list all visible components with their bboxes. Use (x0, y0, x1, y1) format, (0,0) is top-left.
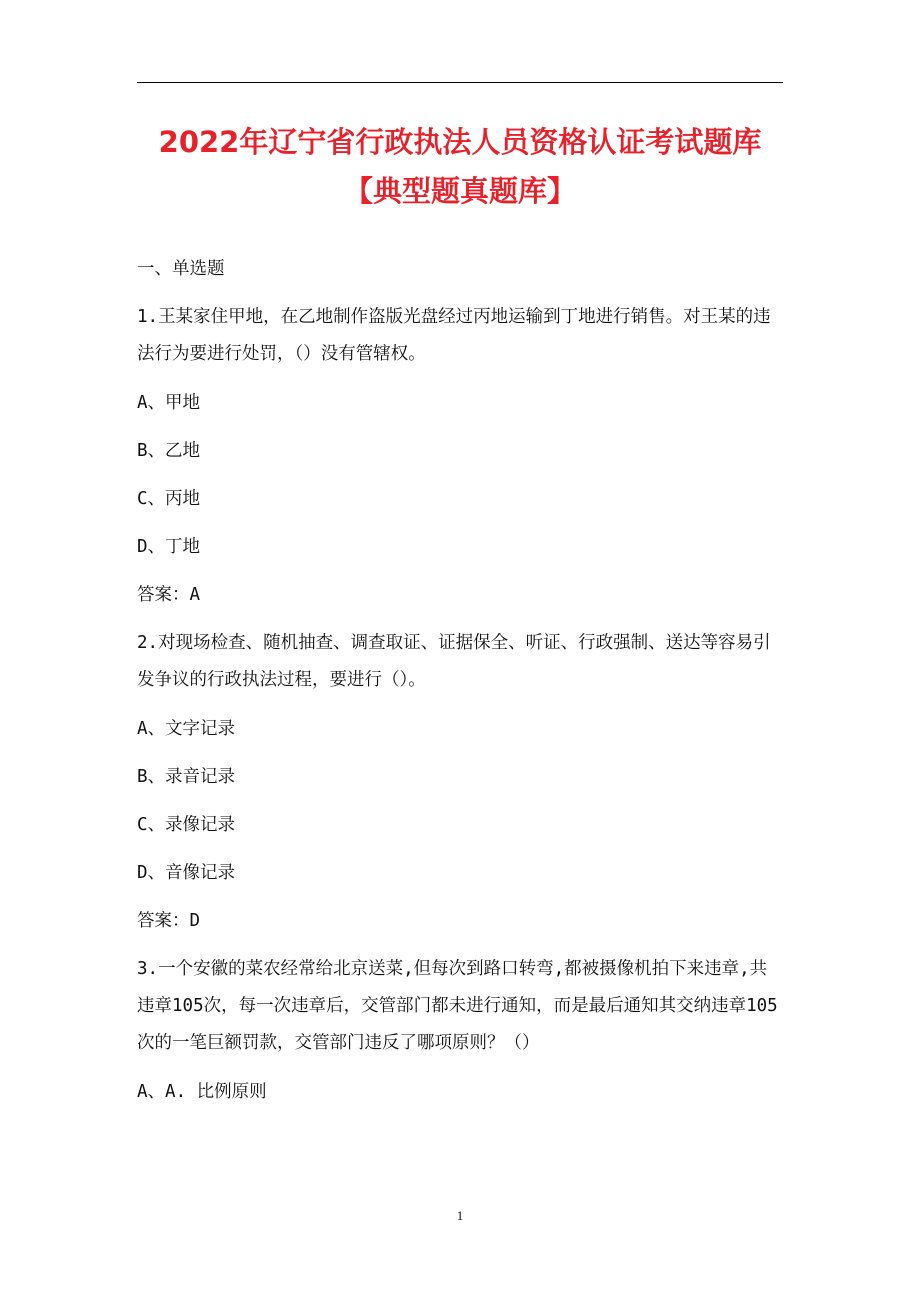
answer: 答案：D (137, 911, 201, 931)
option-d: D、音像记录 (137, 863, 236, 883)
option-c: C、丙地 (137, 489, 201, 509)
option-b: B、录音记录 (137, 767, 236, 787)
question-text: 1.王某家住甲地，在乙地制作盗版光盘经过丙地运输到丁地进行销售。对王某的违法行为要进行处罚，（）没有管辖权。 (137, 307, 771, 364)
answer: 答案：A (137, 585, 201, 605)
header-rule (137, 82, 783, 83)
document-title: 2022年辽宁省行政执法人员资格认证考试题库【典型题真题库】 (158, 125, 762, 208)
document-body (137, 257, 783, 1128)
question-text: 3.一个安徽的菜农经常给北京送菜,但每次到路口转弯,都被摄像机拍下来违章,共违章105次，每一次违章后，交管部门都未进行通知，而是最后通知其交纳违章105次的一笔巨额罚款，交管部门违反了哪项原则？（） (137, 959, 778, 1053)
option-d: D、丁地 (137, 537, 201, 557)
option-b: B、乙地 (137, 441, 201, 461)
question-text: 2.对现场检查、随机抽查、调查取证、证据保全、听证、行政强制、送达等容易引发争议的行政执法过程，要进行（）。 (137, 633, 771, 690)
option-a: A、甲地 (137, 393, 201, 413)
page-number: 1 (456, 1208, 464, 1223)
option-a: A、A. 比例原则 (137, 1082, 267, 1102)
question-1 (137, 299, 783, 607)
section-heading: 一、单选题 (137, 259, 225, 279)
option-a: A、文字记录 (137, 719, 236, 739)
question-2 (137, 625, 783, 933)
question-3 (137, 951, 783, 1104)
option-c: C、录像记录 (137, 815, 236, 835)
